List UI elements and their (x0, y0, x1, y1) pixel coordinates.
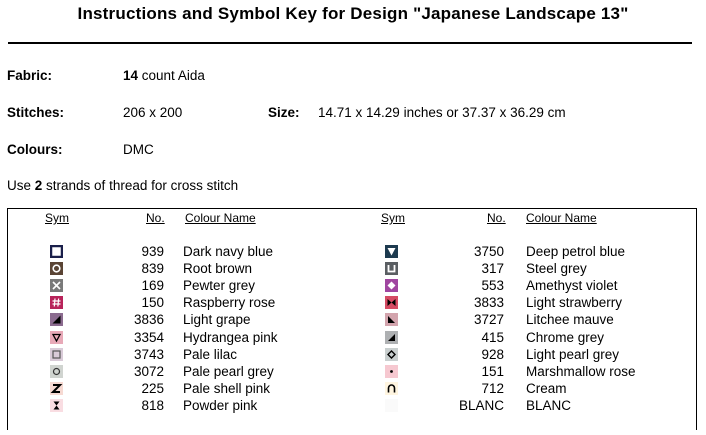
small-circle-icon (50, 365, 63, 378)
stitches-value: 206 x 200 (123, 105, 183, 120)
left-colour-number: 3072 (133, 364, 164, 379)
thread-instruction-pre: Use (7, 178, 35, 193)
square-outline-icon (50, 245, 63, 258)
x-in-square-icon (50, 279, 63, 292)
right-colour-name: Deep petrol blue (526, 244, 626, 259)
left-colour-name: Powder pink (183, 398, 258, 413)
left-colour-number: 3354 (133, 330, 164, 345)
colours-label: Colours: (7, 142, 63, 157)
left-colour-number: 169 (141, 278, 164, 293)
left-colour-name: Raspberry rose (183, 295, 276, 310)
right-colour-name: Litchee mauve (526, 312, 614, 327)
right-colour-number: 928 (481, 347, 504, 362)
triangle-half-icon (50, 313, 63, 326)
left-colour-name: Dark navy blue (183, 244, 274, 259)
right-colour-name: Amethyst violet (526, 278, 618, 293)
page-title: Instructions and Symbol Key for Design "Japanese Landscape 13" (77, 4, 629, 23)
diamond-outline-icon (385, 348, 398, 361)
header-no-right: No. (487, 211, 506, 225)
header-name-left: Colour Name (185, 211, 256, 225)
letter-u-icon (385, 262, 398, 275)
strand-count: 2 (34, 178, 43, 193)
down-triangle-filled-icon (385, 245, 398, 258)
thread-instruction (7, 178, 238, 193)
right-colour-name: Chrome grey (526, 330, 605, 345)
right-colour-number: 3750 (473, 244, 504, 259)
dot-icon (385, 365, 398, 378)
colours-value: DMC (123, 142, 154, 157)
fabric-value (123, 68, 205, 83)
left-colour-name: Root brown (183, 261, 253, 276)
left-colour-number: 225 (141, 381, 164, 396)
left-colour-number: 3743 (133, 347, 164, 362)
bowtie-icon (385, 296, 398, 309)
left-colour-number: 3836 (133, 312, 164, 327)
letter-z-icon (50, 382, 63, 395)
left-colour-name: Light grape (183, 312, 251, 327)
right-colour-name: Light pearl grey (526, 347, 620, 362)
diamond-icon (385, 279, 398, 292)
size-label: Size: (268, 105, 300, 120)
circle-in-square-icon (50, 262, 63, 275)
right-colour-name: Cream (526, 381, 567, 396)
blank-icon (385, 399, 398, 412)
right-colour-number: 712 (481, 381, 504, 396)
right-colour-name: Steel grey (526, 261, 587, 276)
left-colour-number: 150 (141, 295, 164, 310)
hash-icon (50, 296, 63, 309)
left-colour-name: Pale lilac (183, 347, 238, 362)
thread-instruction-post: strands of thread for cross stitch (42, 178, 239, 193)
right-colour-name: BLANC (526, 398, 572, 413)
right-colour-number: 317 (481, 261, 504, 276)
right-colour-number: BLANC (458, 398, 504, 413)
arch-icon (385, 382, 398, 395)
right-colour-number: 3833 (473, 295, 504, 310)
down-triangle-icon (50, 331, 63, 344)
left-colour-name: Hydrangea pink (183, 330, 278, 345)
corner-triangle-icon (385, 313, 398, 326)
fabric-label: Fabric: (7, 68, 53, 83)
fabric-count: 14 (123, 68, 139, 83)
left-colour-name: Pale shell pink (183, 381, 271, 396)
square-in-square-icon (50, 348, 63, 361)
right-colour-number: 151 (481, 364, 504, 379)
slant-triangle-icon (385, 331, 398, 344)
right-colour-number: 415 (481, 330, 504, 345)
header-sym-right: Sym (381, 211, 405, 225)
right-colour-number: 3727 (473, 312, 504, 327)
left-colour-name: Pewter grey (183, 278, 256, 293)
stitches-label: Stitches: (7, 105, 65, 120)
right-colour-name: Light strawberry (526, 295, 623, 310)
header-sym-left: Sym (45, 211, 69, 225)
size-value: 14.71 x 14.29 inches or 37.37 x 36.29 cm (318, 105, 566, 120)
title-underline (8, 42, 692, 44)
left-colour-number: 818 (141, 398, 164, 413)
left-colour-name: Pale pearl grey (183, 364, 274, 379)
header-no-left: No. (146, 211, 165, 225)
header-name-right: Colour Name (526, 211, 597, 225)
right-colour-number: 553 (481, 278, 504, 293)
left-colour-number: 939 (141, 244, 164, 259)
fabric-type: count Aida (138, 68, 205, 83)
hourglass-icon (50, 399, 63, 412)
right-colour-name: Marshmallow rose (526, 364, 636, 379)
left-colour-number: 839 (141, 261, 164, 276)
